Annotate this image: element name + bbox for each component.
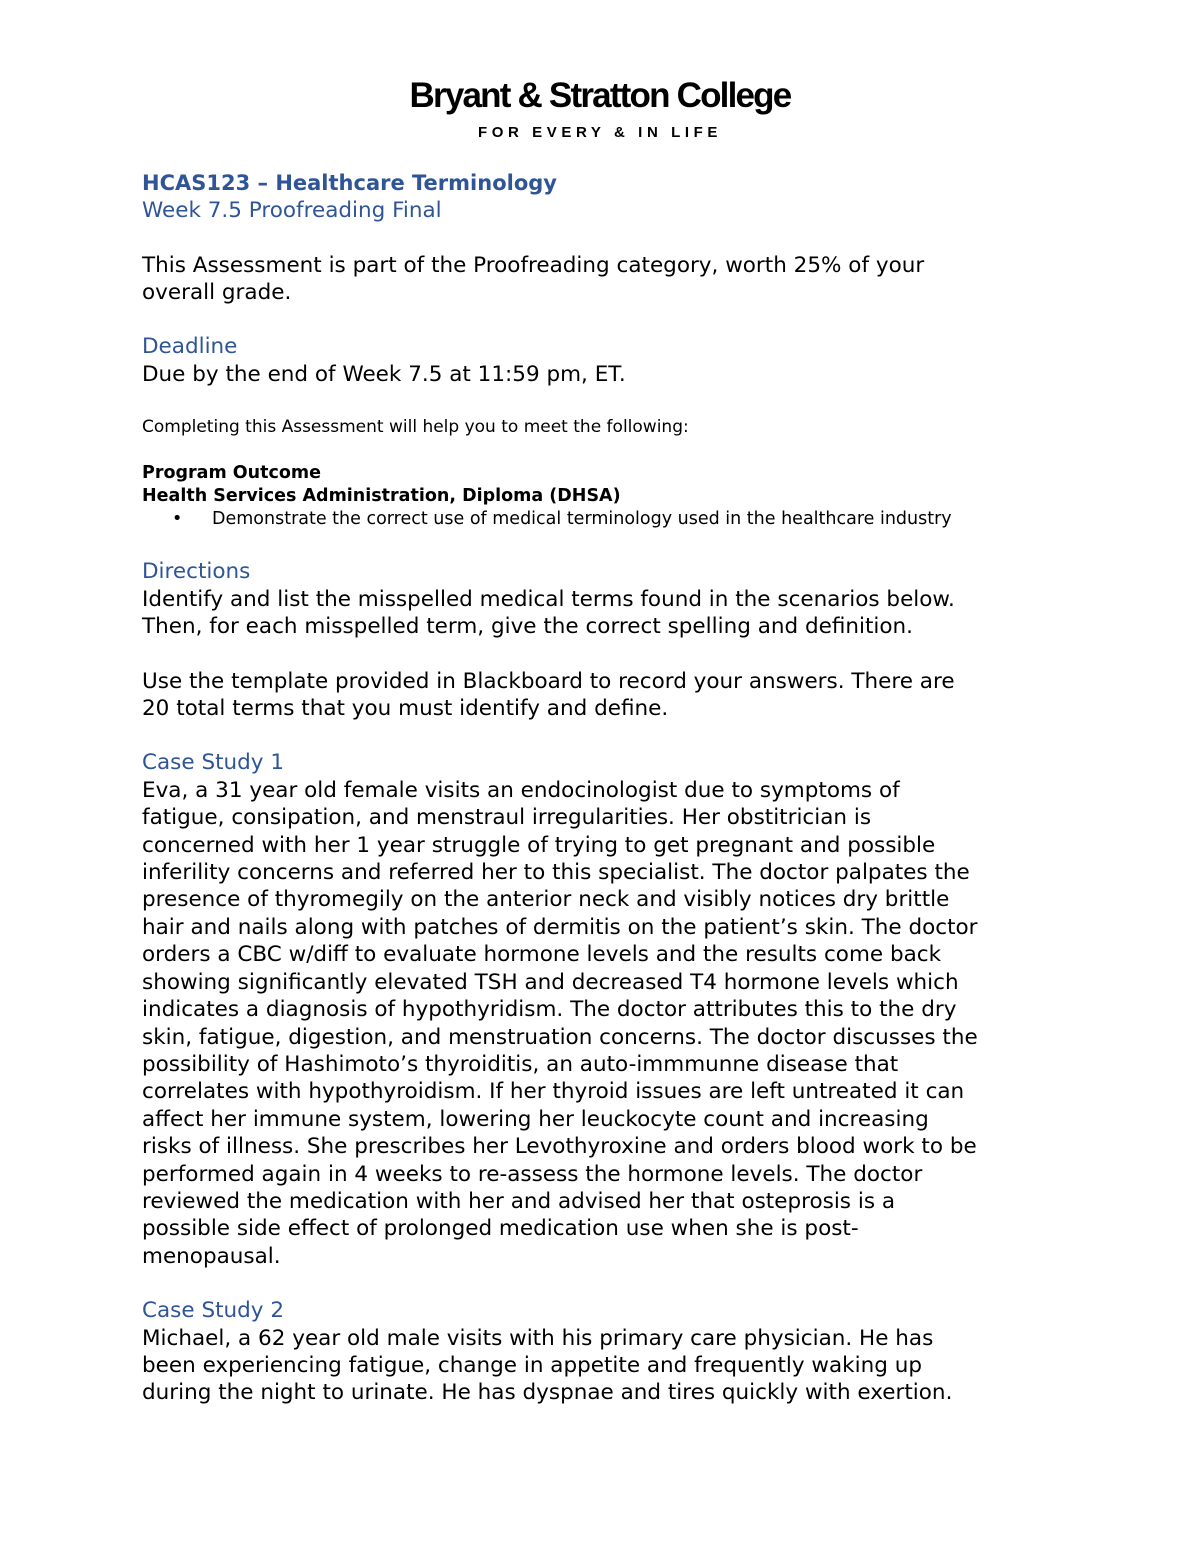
- completing-text: Completing this Assessment will help you to meet the following:: [142, 417, 689, 438]
- text-line: risks of illness. She prescribes her Levothyroxine and orders blood work to be: [142, 1134, 977, 1160]
- text-line: menopausal.: [142, 1243, 281, 1269]
- text-line: during the night to urinate. He has dyspnae and tires quickly with exertion.: [142, 1380, 953, 1406]
- case-study-1-heading: Case Study 1: [142, 750, 285, 776]
- text-line: indicates a diagnosis of hypothyridism. The doctor attributes this to the dry: [142, 997, 957, 1023]
- case-study-2-text: [142, 1325, 1072, 1407]
- text-line: concerned with her 1 year struggle of trying to get pregnant and possible: [142, 832, 936, 858]
- logo-name: Bryant & Stratton College: [409, 76, 791, 115]
- text-line: affect her immune system, lowering her leuckocyte count and increasing: [142, 1106, 929, 1132]
- program-name: Health Services Administration, Diploma (DHSA): [142, 486, 621, 507]
- text-line: correlates with hypothyroidism. If her thyroid issues are left untreated it can: [142, 1079, 965, 1105]
- text-line: Eva, a 31 year old female visits an endocinologist due to symptoms of: [142, 777, 900, 803]
- text-line: been experiencing fatigue, change in appetite and frequently waking up: [142, 1353, 922, 1379]
- program-outcome-label: Program Outcome: [142, 463, 321, 484]
- outcome-bullet: [142, 508, 1072, 531]
- text-line: skin, fatigue, digestion, and menstruation concerns. The doctor discusses the: [142, 1024, 978, 1050]
- logo-tagline: FOR EVERY & IN LIFE: [477, 124, 723, 141]
- outcome-text: Demonstrate the correct use of medical terminology used in the healthcare industry: [212, 509, 952, 530]
- case-study-2-heading: Case Study 2: [142, 1298, 285, 1324]
- text-line: presence of thyromegily on the anterior neck and visibly notices dry brittle: [142, 887, 950, 913]
- text-line: fatigue, consipation, and menstraul irregularities. Her obstitrician is: [142, 805, 872, 831]
- text-line: possible side effect of prolonged medication use when she is post-: [142, 1216, 859, 1242]
- document-body: [142, 169, 1072, 1407]
- text-line: Then, for each misspelled term, give the correct spelling and definition.: [142, 614, 914, 640]
- text-line: Use the template provided in Blackboard to record your answers. There are: [142, 668, 955, 694]
- text-line: showing significantly elevated TSH and decreased T4 hormone levels which: [142, 969, 959, 995]
- text-line: inferility concerns and referred her to this specialist. The doctor palpates the: [142, 860, 970, 886]
- text-line: reviewed the medication with her and advised her that osteprosis is a: [142, 1188, 896, 1214]
- bullet-icon: •: [172, 509, 183, 530]
- intro-line: overall grade.: [142, 279, 292, 305]
- text-line: 20 total terms that you must identify and define.: [142, 695, 669, 721]
- intro-paragraph: [142, 252, 1072, 307]
- deadline-heading: Deadline: [142, 334, 238, 360]
- text-line: performed again in 4 weeks to re-assess the hormone levels. The doctor: [142, 1161, 923, 1187]
- intro-line: This Assessment is part of the Proofreading category, worth 25% of your: [142, 252, 925, 278]
- text-line: orders a CBC w/diff to evaluate hormone levels and the results come back: [142, 942, 942, 968]
- deadline-text: Due by the end of Week 7.5 at 11:59 pm, ET.: [142, 361, 626, 387]
- course-title: HCAS123 – Healthcare Terminology: [142, 171, 557, 195]
- directions-paragraph-2: [142, 668, 1072, 723]
- college-logo: [0, 76, 1200, 141]
- case-study-1-text: [142, 777, 1072, 1270]
- text-line: hair and nails along with patches of dermitis on the patient’s skin. The doctor: [142, 914, 978, 940]
- directions-heading: Directions: [142, 559, 251, 585]
- text-line: Michael, a 62 year old male visits with his primary care physician. He has: [142, 1325, 934, 1351]
- text-line: Identify and list the misspelled medical terms found in the scenarios below.: [142, 586, 955, 612]
- text-line: possibility of Hashimoto’s thyroiditis, an auto-immmunne disease that: [142, 1051, 899, 1077]
- assessment-subtitle: Week 7.5 Proofreading Final: [142, 198, 442, 223]
- directions-paragraph-1: [142, 586, 1072, 641]
